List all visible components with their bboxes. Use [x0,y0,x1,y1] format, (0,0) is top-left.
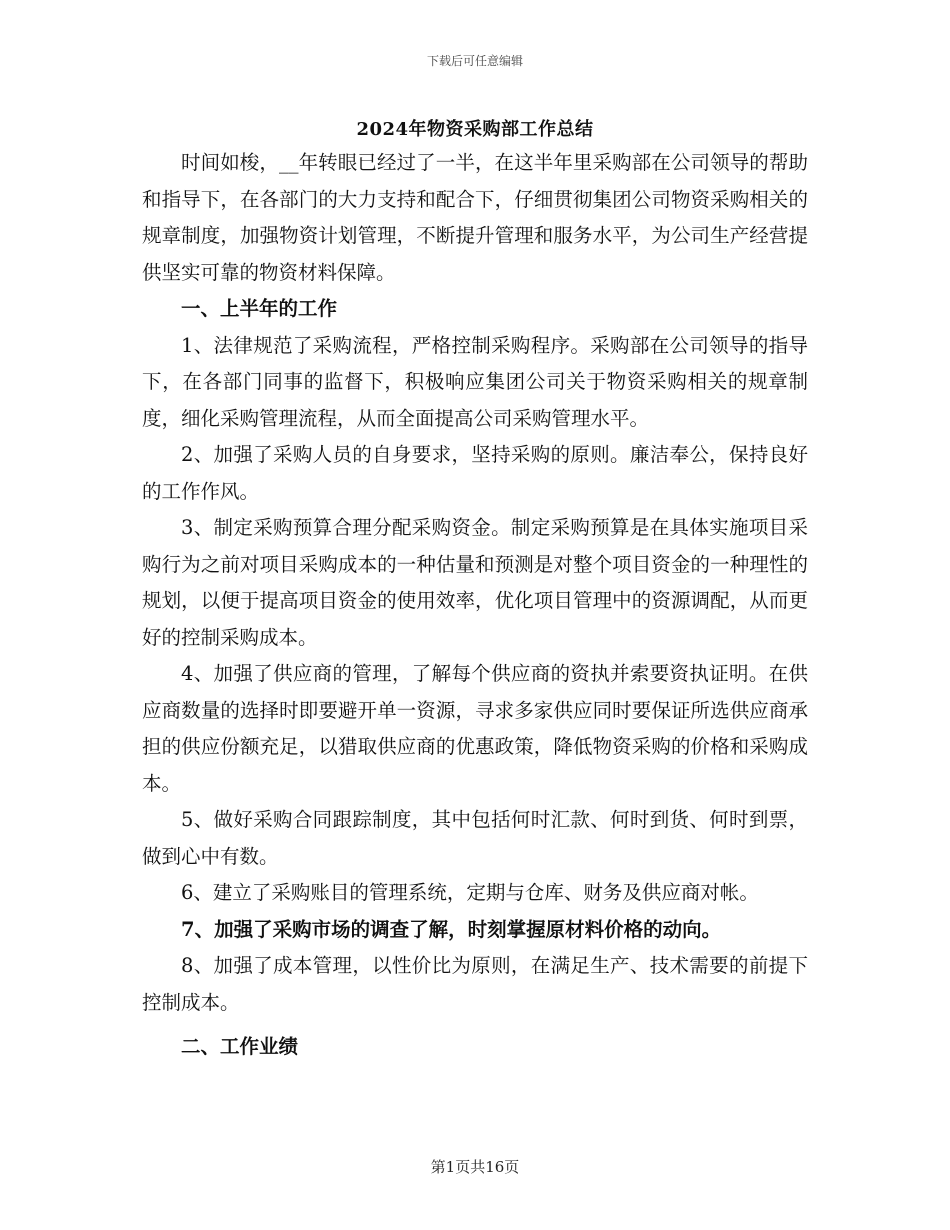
list-item: 6、建立了采购账目的管理系统，定期与仓库、财务及供应商对帐。 [181,881,759,904]
intro-paragraph: 时间如梭，__年转眼已经过了一半，在这半年里采购部在公司领导的帮助和指导下，在各部门的大力支持和配合下，仔细贯彻集团公司物资采购相关的规章制度，加强物资计划管理，不断提升管理和服务水平，为公司生产经营提供坚实可靠的物资材料保障。 [142,151,808,284]
document-title: 2024年物资采购部工作总结 [356,119,594,140]
header-note: 下载后可任意编辑 [426,54,523,68]
list-item: 5、做好采购合同跟踪制度，其中包括何时汇款、何时到货、何时到票，做到心中有数。 [142,808,808,868]
list-item: 2、加强了采购人员的自身要求，坚持采购的原则。廉洁奉公，保持良好的工作作风。 [142,443,808,503]
list-item: 8、加强了成本管理，以性价比为原则，在满足生产、技术需要的前提下控制成本。 [142,954,808,1014]
list-item: 3、制定采购预算合理分配采购资金。制定采购预算是在具体实施项目采购行为之前对项目采购成本的一种估量和预测是对整个项目资金的一种理性的规划，以便于提高项目资金的使用效率，优化项目管理中的资源调配，从而更好的控制采购成本。 [142,516,808,649]
section-heading-first-half: 一、上半年的工作 [181,297,338,320]
list-item: 4、加强了供应商的管理，了解每个供应商的资执并索要资执证明。在供应商数量的选择时即要避开单一资源，寻求多家供应同时要保证所选供应商承担的供应份额充足，以猎取供应商的优惠政策，降低物资采购的价格和采购成本。 [142,662,808,795]
list-item: 7、加强了采购市场的调查了解，时刻掌握原材料价格的动向。 [181,917,722,941]
page-footer: 第1页共16页 [430,1158,520,1176]
document-body [142,145,808,1066]
list-item: 1、法律规范了采购流程，严格控制采购程序。采购部在公司领导的指导下，在各部门同事的监督下，积极响应集团公司关于物资采购相关的规章制度，细化采购管理流程，从而全面提高公司采购管理水平。 [142,333,808,430]
section-heading-achievements: 二、工作业绩 [181,1035,299,1058]
